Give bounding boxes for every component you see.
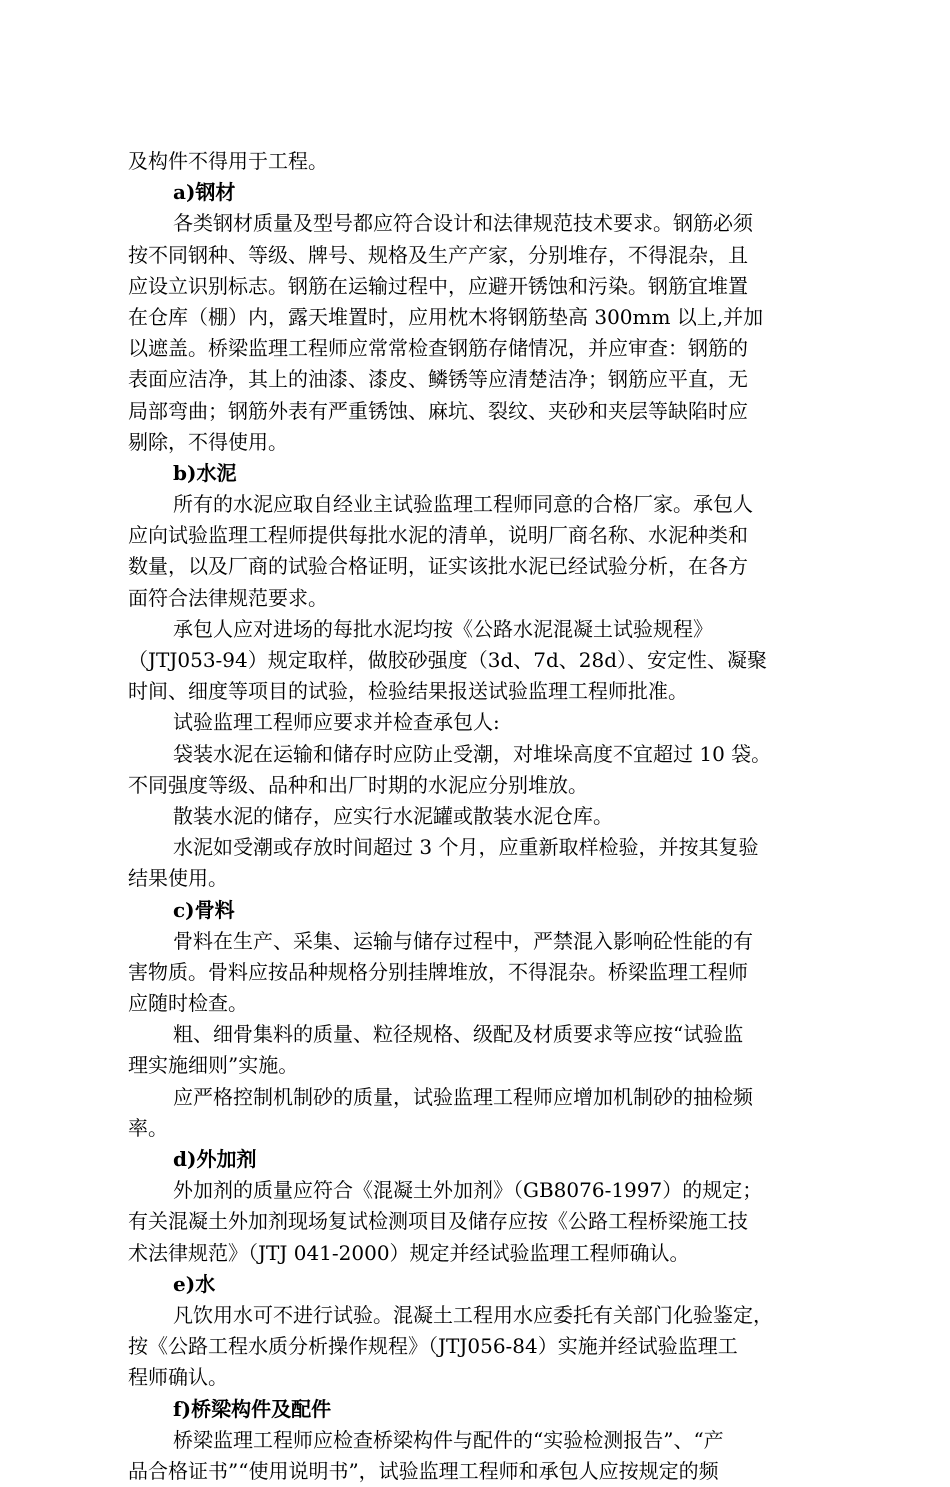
text-line: 按不同钢种、等级、牌号、规格及生产产家，分别堆存，不得混杂，且 [128, 242, 748, 267]
text-line: 不同强度等级、品种和出厂时期的水泥应分别堆放。 [128, 772, 588, 797]
text-line: 率。 [128, 1115, 168, 1140]
text-line: 时间、细度等项目的试验，检验结果报送试验监理工程师批准。 [128, 679, 688, 704]
section-heading: b)水泥 [173, 460, 237, 485]
text-line: 数量，以及厂商的试验合格证明，证实该批水泥已经试验分析，在各方 [128, 554, 748, 579]
text-line: 应严格控制机制砂的质量，试验监理工程师应增加机制砂的抽检频 [173, 1084, 753, 1109]
section-heading: f)桥梁构件及配件 [173, 1396, 332, 1421]
text-line: 袋装水泥在运输和储存时应防止受潮，对堆垛高度不宜超过 10 袋。 [173, 741, 772, 766]
text-line: 害物质。骨料应按品种规格分别挂牌堆放，不得混杂。桥梁监理工程师 [128, 959, 748, 984]
text-line: 承包人应对进场的每批水泥均按《公路水泥混凝土试验规程》 [173, 616, 713, 641]
text-line: 结果使用。 [128, 866, 228, 891]
text-line: 及构件不得用于工程。 [128, 149, 328, 173]
text-line: 桥梁监理工程师应检查桥梁构件与配件的“实验检测报告”、“产 [173, 1427, 724, 1452]
text-line: 所有的水泥应取自经业主试验监理工程师同意的合格厂家。承包人 [173, 492, 753, 517]
text-line: 按《公路工程水质分析操作规程》（JTJ056-84）实施并经试验监理工 [128, 1334, 738, 1359]
section-heading: d)外加剂 [173, 1147, 257, 1171]
text-line: （JTJ053-94）规定取样，做胶砂强度（3d、7d、28d）、安定性、凝聚 [128, 648, 768, 672]
text-line: 局部弯曲；钢筋外表有严重锈蚀、麻坑、裂纹、夹砂和夹层等缺陷时应 [128, 398, 748, 423]
text-line: 在仓库（棚）内，露天堆置时，应用枕木将钢筋垫高 300mm 以上,并加 [128, 304, 764, 329]
document-body [128, 146, 828, 1487]
text-line: 试验监理工程师应要求并检查承包人: [173, 710, 500, 735]
section-heading: e)水 [173, 1271, 216, 1296]
text-line: 外加剂的质量应符合《混凝土外加剂》（GB8076-1997）的规定； [173, 1178, 763, 1203]
section-heading: c)骨料 [173, 897, 235, 922]
text-line: 水泥如受潮或存放时间超过 3 个月，应重新取样检验，并按其复验 [173, 835, 759, 860]
text-line: 应向试验监理工程师提供每批水泥的清单，说明厂商名称、水泥种类和 [128, 523, 748, 548]
section-heading: a)钢材 [173, 180, 236, 205]
text-line: 凡饮用水可不进行试验。混凝土工程用水应委托有关部门化验鉴定， [173, 1302, 773, 1327]
text-line: 面符合法律规范要求。 [128, 585, 328, 610]
text-line: 散装水泥的储存，应实行水泥罐或散装水泥仓库。 [173, 803, 613, 828]
text-line: 应设立识别标志。钢筋在运输过程中，应避开锈蚀和污染。钢筋宜堆置 [128, 273, 748, 298]
text-line: 术法律规范》（JTJ 041-2000）规定并经试验监理工程师确认。 [128, 1240, 690, 1265]
text-line: 应随时检查。 [128, 991, 248, 1016]
text-line: 剔除，不得使用。 [128, 429, 288, 454]
text-line: 品合格证书”“使用说明书”，试验监理工程师和承包人应按规定的频 [128, 1458, 719, 1483]
text-line: 程师确认。 [128, 1365, 228, 1390]
text-line: 各类钢材质量及型号都应符合设计和法律规范技术要求。钢筋必须 [173, 211, 753, 236]
text-line: 以遮盖。桥梁监理工程师应常常检查钢筋存储情况，并应审查：钢筋的 [128, 336, 748, 361]
text-line: 粗、细骨集料的质量、粒径规格、级配及材质要求等应按“试验监 [173, 1022, 744, 1047]
text-line: 理实施细则”实施。 [128, 1053, 299, 1078]
text-line: 表面应洁净，其上的油漆、漆皮、鳞锈等应清楚洁净；钢筋应平直，无 [128, 367, 748, 392]
text-line: 有关混凝土外加剂现场复试检测项目及储存应按《公路工程桥梁施工技 [128, 1209, 748, 1234]
text-line: 骨料在生产、采集、运输与储存过程中，严禁混入影响砼性能的有 [173, 928, 753, 953]
